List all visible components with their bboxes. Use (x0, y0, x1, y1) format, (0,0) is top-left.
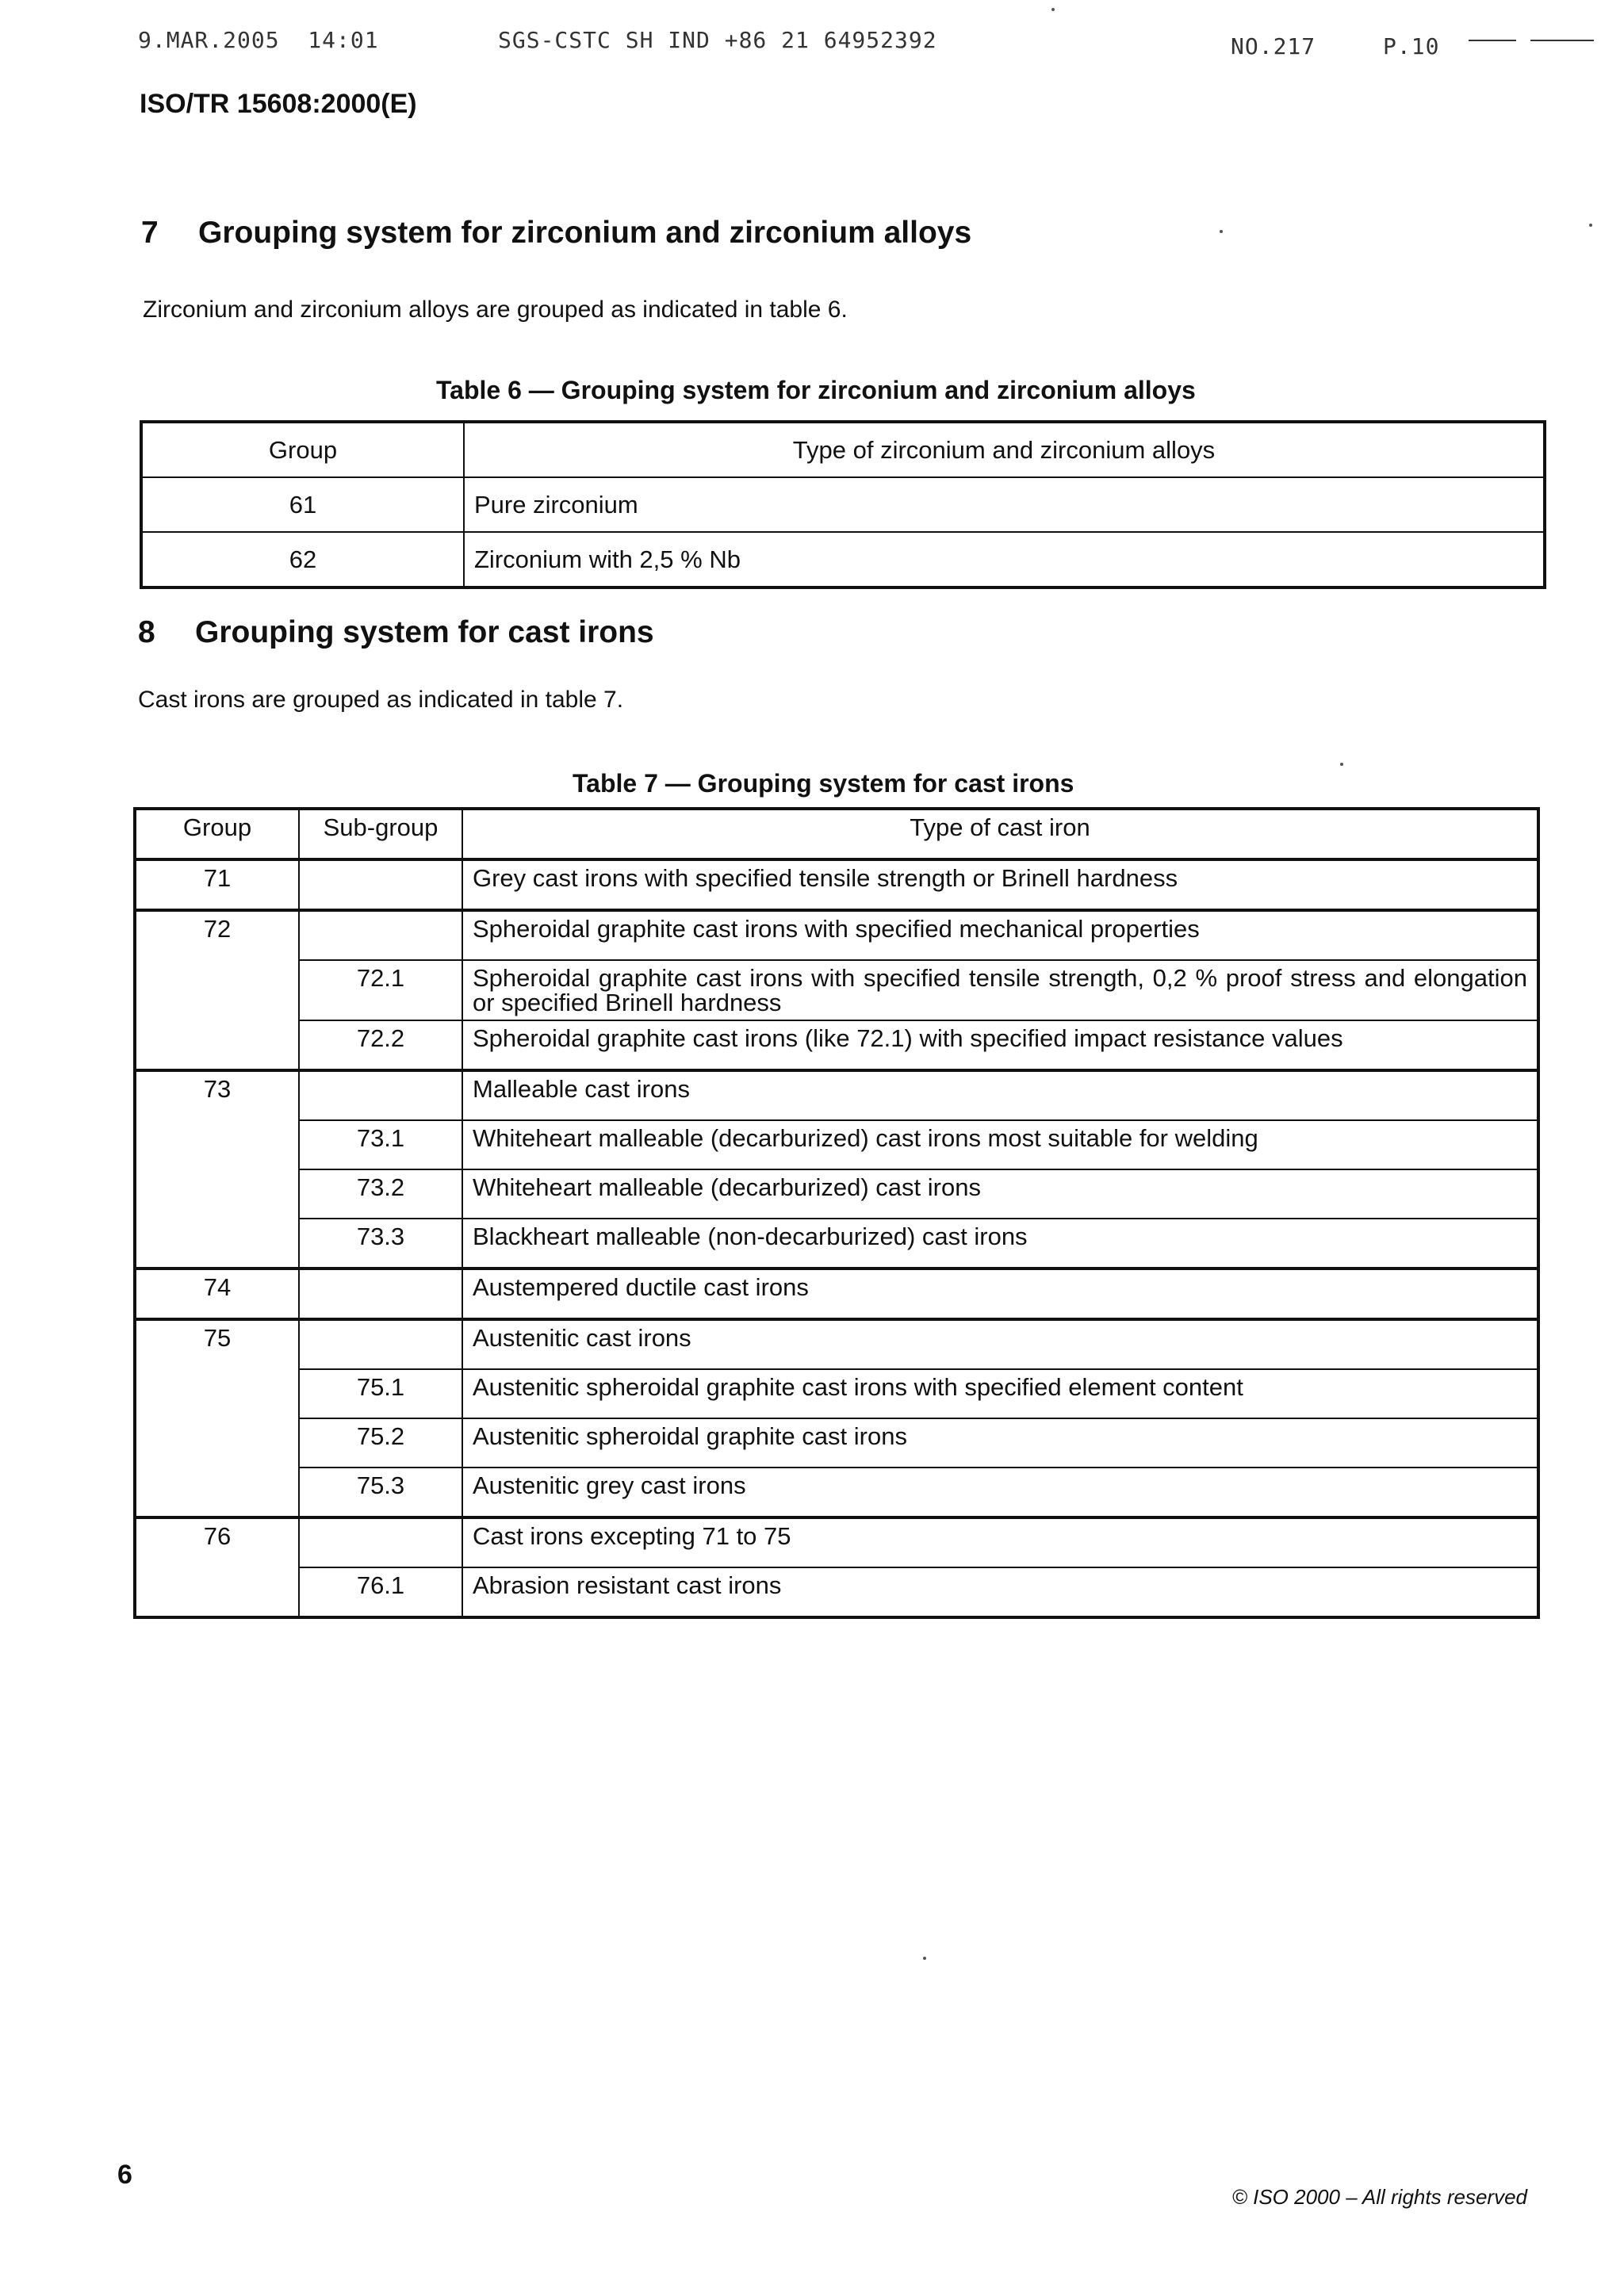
group-cell (135, 1219, 299, 1269)
table-row (135, 1070, 1538, 1120)
table-row (135, 1517, 1538, 1567)
subgroup-cell: 73.3 (299, 1219, 462, 1269)
fax-number: NO.217 (1231, 33, 1316, 59)
table-header-cell: Group (135, 809, 299, 859)
group-cell: 73 (135, 1070, 299, 1120)
scan-speck (1220, 230, 1223, 233)
subgroup-cell (299, 1070, 462, 1120)
table-6 (140, 420, 1546, 589)
fax-page: P.10 (1383, 33, 1440, 59)
type-cell: Abrasion resistant cast irons (462, 1567, 1538, 1617)
section-title: Grouping system for cast irons (195, 615, 654, 649)
subgroup-cell: 76.1 (299, 1567, 462, 1617)
group-cell: 76 (135, 1517, 299, 1567)
type-cell: Austenitic spheroidal graphite cast irons with specified element content (462, 1369, 1538, 1418)
type-cell: Spheroidal graphite cast irons with specified mechanical properties (462, 910, 1538, 960)
type-cell: Zirconium with 2,5 % Nb (464, 532, 1545, 587)
group-cell (135, 1020, 299, 1070)
table-row (135, 1369, 1538, 1418)
group-cell (135, 1468, 299, 1517)
type-cell: Pure zirconium (464, 477, 1545, 532)
subgroup-cell (299, 1517, 462, 1567)
table-row (135, 1120, 1538, 1169)
table-row (135, 1418, 1538, 1468)
type-cell: Whiteheart malleable (decarburized) cast irons most suitable for welding (462, 1120, 1538, 1169)
type-cell: Cast irons excepting 71 to 75 (462, 1517, 1538, 1567)
table-row (135, 960, 1538, 1020)
type-cell: Malleable cast irons (462, 1070, 1538, 1120)
fax-header-rule (1469, 40, 1516, 41)
fax-header-rule (1530, 40, 1594, 41)
fax-sender: SGS-CSTC SH IND +86 21 64952392 (498, 27, 937, 53)
table-row (135, 1169, 1538, 1219)
section-number: 8 (138, 615, 155, 649)
table-row (135, 859, 1538, 910)
scan-speck (1051, 8, 1055, 11)
type-cell: Spheroidal graphite cast irons (like 72.1) with specified impact resistance values (462, 1020, 1538, 1070)
group-cell: 72 (135, 910, 299, 960)
type-cell: Austenitic cast irons (462, 1319, 1538, 1369)
group-cell (135, 1120, 299, 1169)
type-cell: Blackheart malleable (non-decarburized) cast irons (462, 1219, 1538, 1269)
section-number: 7 (141, 216, 159, 250)
subgroup-cell (299, 910, 462, 960)
group-cell (135, 1169, 299, 1219)
group-cell (135, 960, 299, 1020)
table-header-row (141, 422, 1545, 477)
table-header-cell: Sub-group (299, 809, 462, 859)
table-row (135, 1020, 1538, 1070)
subgroup-cell: 75.3 (299, 1468, 462, 1517)
fax-datetime: 9.MAR.2005 14:01 (138, 27, 379, 53)
table-header-cell: Group (141, 422, 464, 477)
type-cell: Austenitic spheroidal graphite cast irons (462, 1418, 1538, 1468)
group-cell: 75 (135, 1319, 299, 1369)
table-header-cell: Type of cast iron (462, 809, 1538, 859)
group-cell (135, 1418, 299, 1468)
type-cell: Whiteheart malleable (decarburized) cast irons (462, 1169, 1538, 1219)
subgroup-cell (299, 1319, 462, 1369)
table-6-caption: Table 6 — Grouping system for zirconium and zirconium alloys (436, 376, 1196, 404)
type-cell: Austempered ductile cast irons (462, 1269, 1538, 1319)
subgroup-cell: 73.2 (299, 1169, 462, 1219)
section-8-heading (138, 615, 654, 650)
table-7-caption: Table 7 — Grouping system for cast irons (573, 769, 1074, 798)
group-cell (135, 1567, 299, 1617)
type-cell: Spheroidal graphite cast irons with specified tensile strength, 0,2 % proof stress and elongation or specified Brinell hardness (462, 960, 1538, 1020)
page-number: 6 (117, 2160, 132, 2190)
table-header-cell: Type of zirconium and zirconium alloys (464, 422, 1545, 477)
group-cell (135, 1369, 299, 1418)
subgroup-cell: 75.1 (299, 1369, 462, 1418)
document-id: ISO/TR 15608:2000(E) (140, 89, 417, 119)
section-8-text: Cast irons are grouped as indicated in table 7. (138, 687, 624, 713)
table-row (135, 1219, 1538, 1269)
group-cell: 71 (135, 859, 299, 910)
table-7 (133, 807, 1540, 1619)
scan-speck (1340, 763, 1343, 766)
table-row (141, 477, 1545, 532)
group-cell: 61 (141, 477, 464, 532)
subgroup-cell: 75.2 (299, 1418, 462, 1468)
table-row (135, 1567, 1538, 1617)
table-row (135, 1468, 1538, 1517)
scan-speck (1589, 224, 1592, 227)
group-cell: 74 (135, 1269, 299, 1319)
scan-speck (923, 1957, 926, 1960)
type-cell: Grey cast irons with specified tensile strength or Brinell hardness (462, 859, 1538, 910)
subgroup-cell: 72.1 (299, 960, 462, 1020)
group-cell: 62 (141, 532, 464, 587)
subgroup-cell (299, 1269, 462, 1319)
table-row (135, 1269, 1538, 1319)
subgroup-cell (299, 859, 462, 910)
section-7-heading (141, 216, 971, 251)
table-header-row (135, 809, 1538, 859)
type-cell: Austenitic grey cast irons (462, 1468, 1538, 1517)
subgroup-cell: 72.2 (299, 1020, 462, 1070)
section-7-text: Zirconium and zirconium alloys are grouped as indicated in table 6. (143, 297, 848, 323)
table-row (135, 1319, 1538, 1369)
table-row (135, 910, 1538, 960)
subgroup-cell: 73.1 (299, 1120, 462, 1169)
table-row (141, 532, 1545, 587)
copyright-notice: © ISO 2000 – All rights reserved (1231, 2185, 1527, 2209)
section-title: Grouping system for zirconium and zirconium alloys (198, 216, 972, 250)
